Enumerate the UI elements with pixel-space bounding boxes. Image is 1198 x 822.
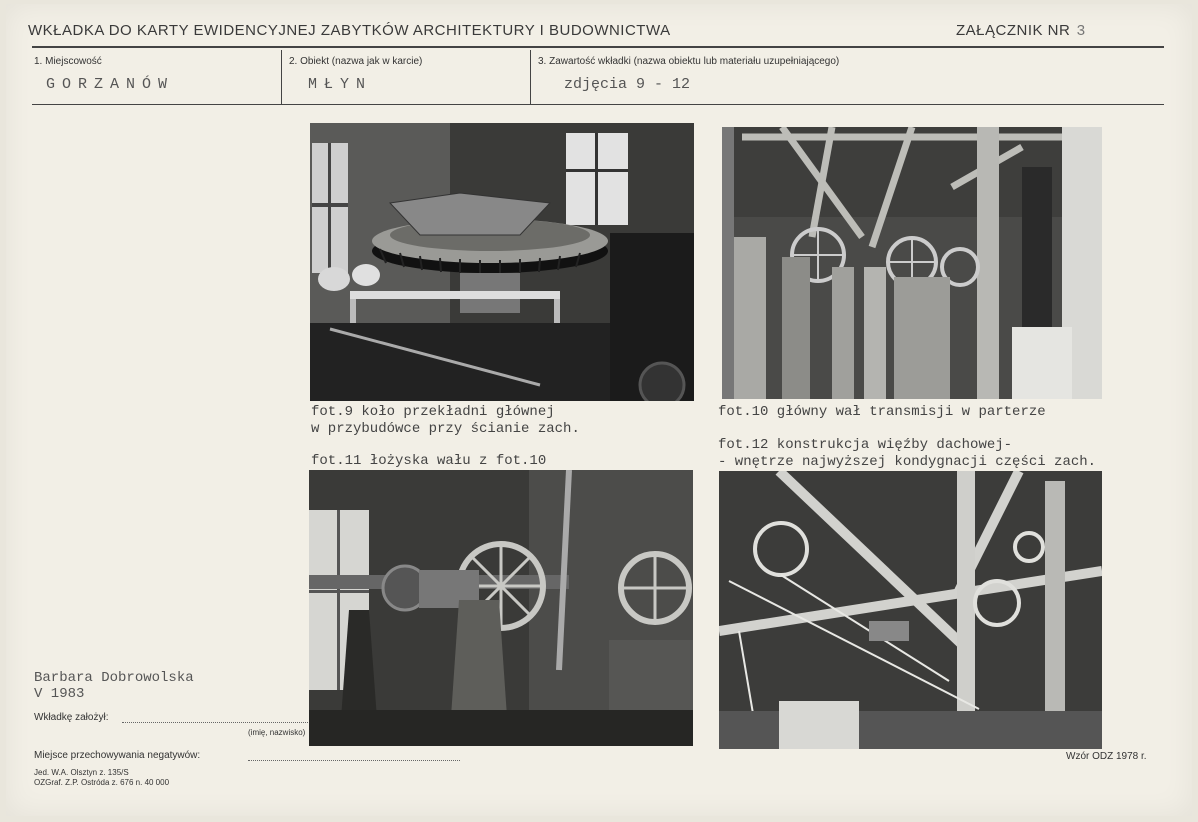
photo-fot10 <box>722 127 1102 399</box>
annex-label <box>956 22 1086 40</box>
locality-label: 1. Miejscowość <box>34 56 102 67</box>
field-divider-2 <box>530 50 531 104</box>
print-line-1: Jed. W.A. Olsztyn z. 135/S <box>34 768 129 777</box>
field-divider-1 <box>281 50 282 104</box>
negatives-line <box>248 760 460 761</box>
signature-hint: (imię, nazwisko) <box>248 728 306 737</box>
fields-bottom-rule <box>32 104 1164 105</box>
locality-value: GORZANÓW <box>46 76 175 93</box>
photo-fot12 <box>719 471 1102 749</box>
caption-fot11: fot.11 łożyska wału z fot.10 <box>311 453 547 469</box>
author-name: Barbara Dobrowolska <box>34 670 194 686</box>
author-date: V 1983 <box>34 686 85 702</box>
photo-fot11 <box>309 470 693 746</box>
document-title: WKŁADKA DO KARTY EWIDENCYJNEJ ZABYTKÓW ARCHITEKTURY I BUDOWNICTWA <box>28 22 671 39</box>
annex-text: ZAŁĄCZNIK NR <box>956 22 1071 39</box>
inserted-by-line <box>122 722 308 723</box>
contents-value: zdjęcia 9 - 12 <box>564 76 691 93</box>
annex-number: 3 <box>1076 23 1086 40</box>
caption-fot10: fot.10 główny wał transmisji w parterze <box>718 404 1046 420</box>
inserted-by-label: Wkładkę założył: <box>34 712 109 723</box>
object-label: 2. Obiekt (nazwa jak w karcie) <box>289 56 423 67</box>
caption-fot9-line1: fot.9 koło przekładni głównej <box>311 404 555 420</box>
object-value: MŁYN <box>308 76 373 93</box>
caption-fot9-line2: w przybudówce przy ścianie zach. <box>311 421 580 437</box>
print-line-2: OZGraf. Z.P. Ostróda z. 676 n. 40 000 <box>34 778 170 787</box>
negatives-label: Miejsce przechowywania negatywów: <box>34 750 201 761</box>
photo-fot9 <box>310 123 694 401</box>
header-rule <box>32 46 1164 48</box>
caption-fot12-line2: - wnętrze najwyższej kondygnacji części zach. <box>718 454 1097 470</box>
caption-fot12-line1: fot.12 konstrukcja więźby dachowej- <box>718 437 1013 453</box>
template-label: Wzór ODZ 1978 r. <box>1066 751 1147 762</box>
contents-label: 3. Zawartość wkładki (nazwa obiektu lub materiału uzupełniającego) <box>538 56 840 67</box>
